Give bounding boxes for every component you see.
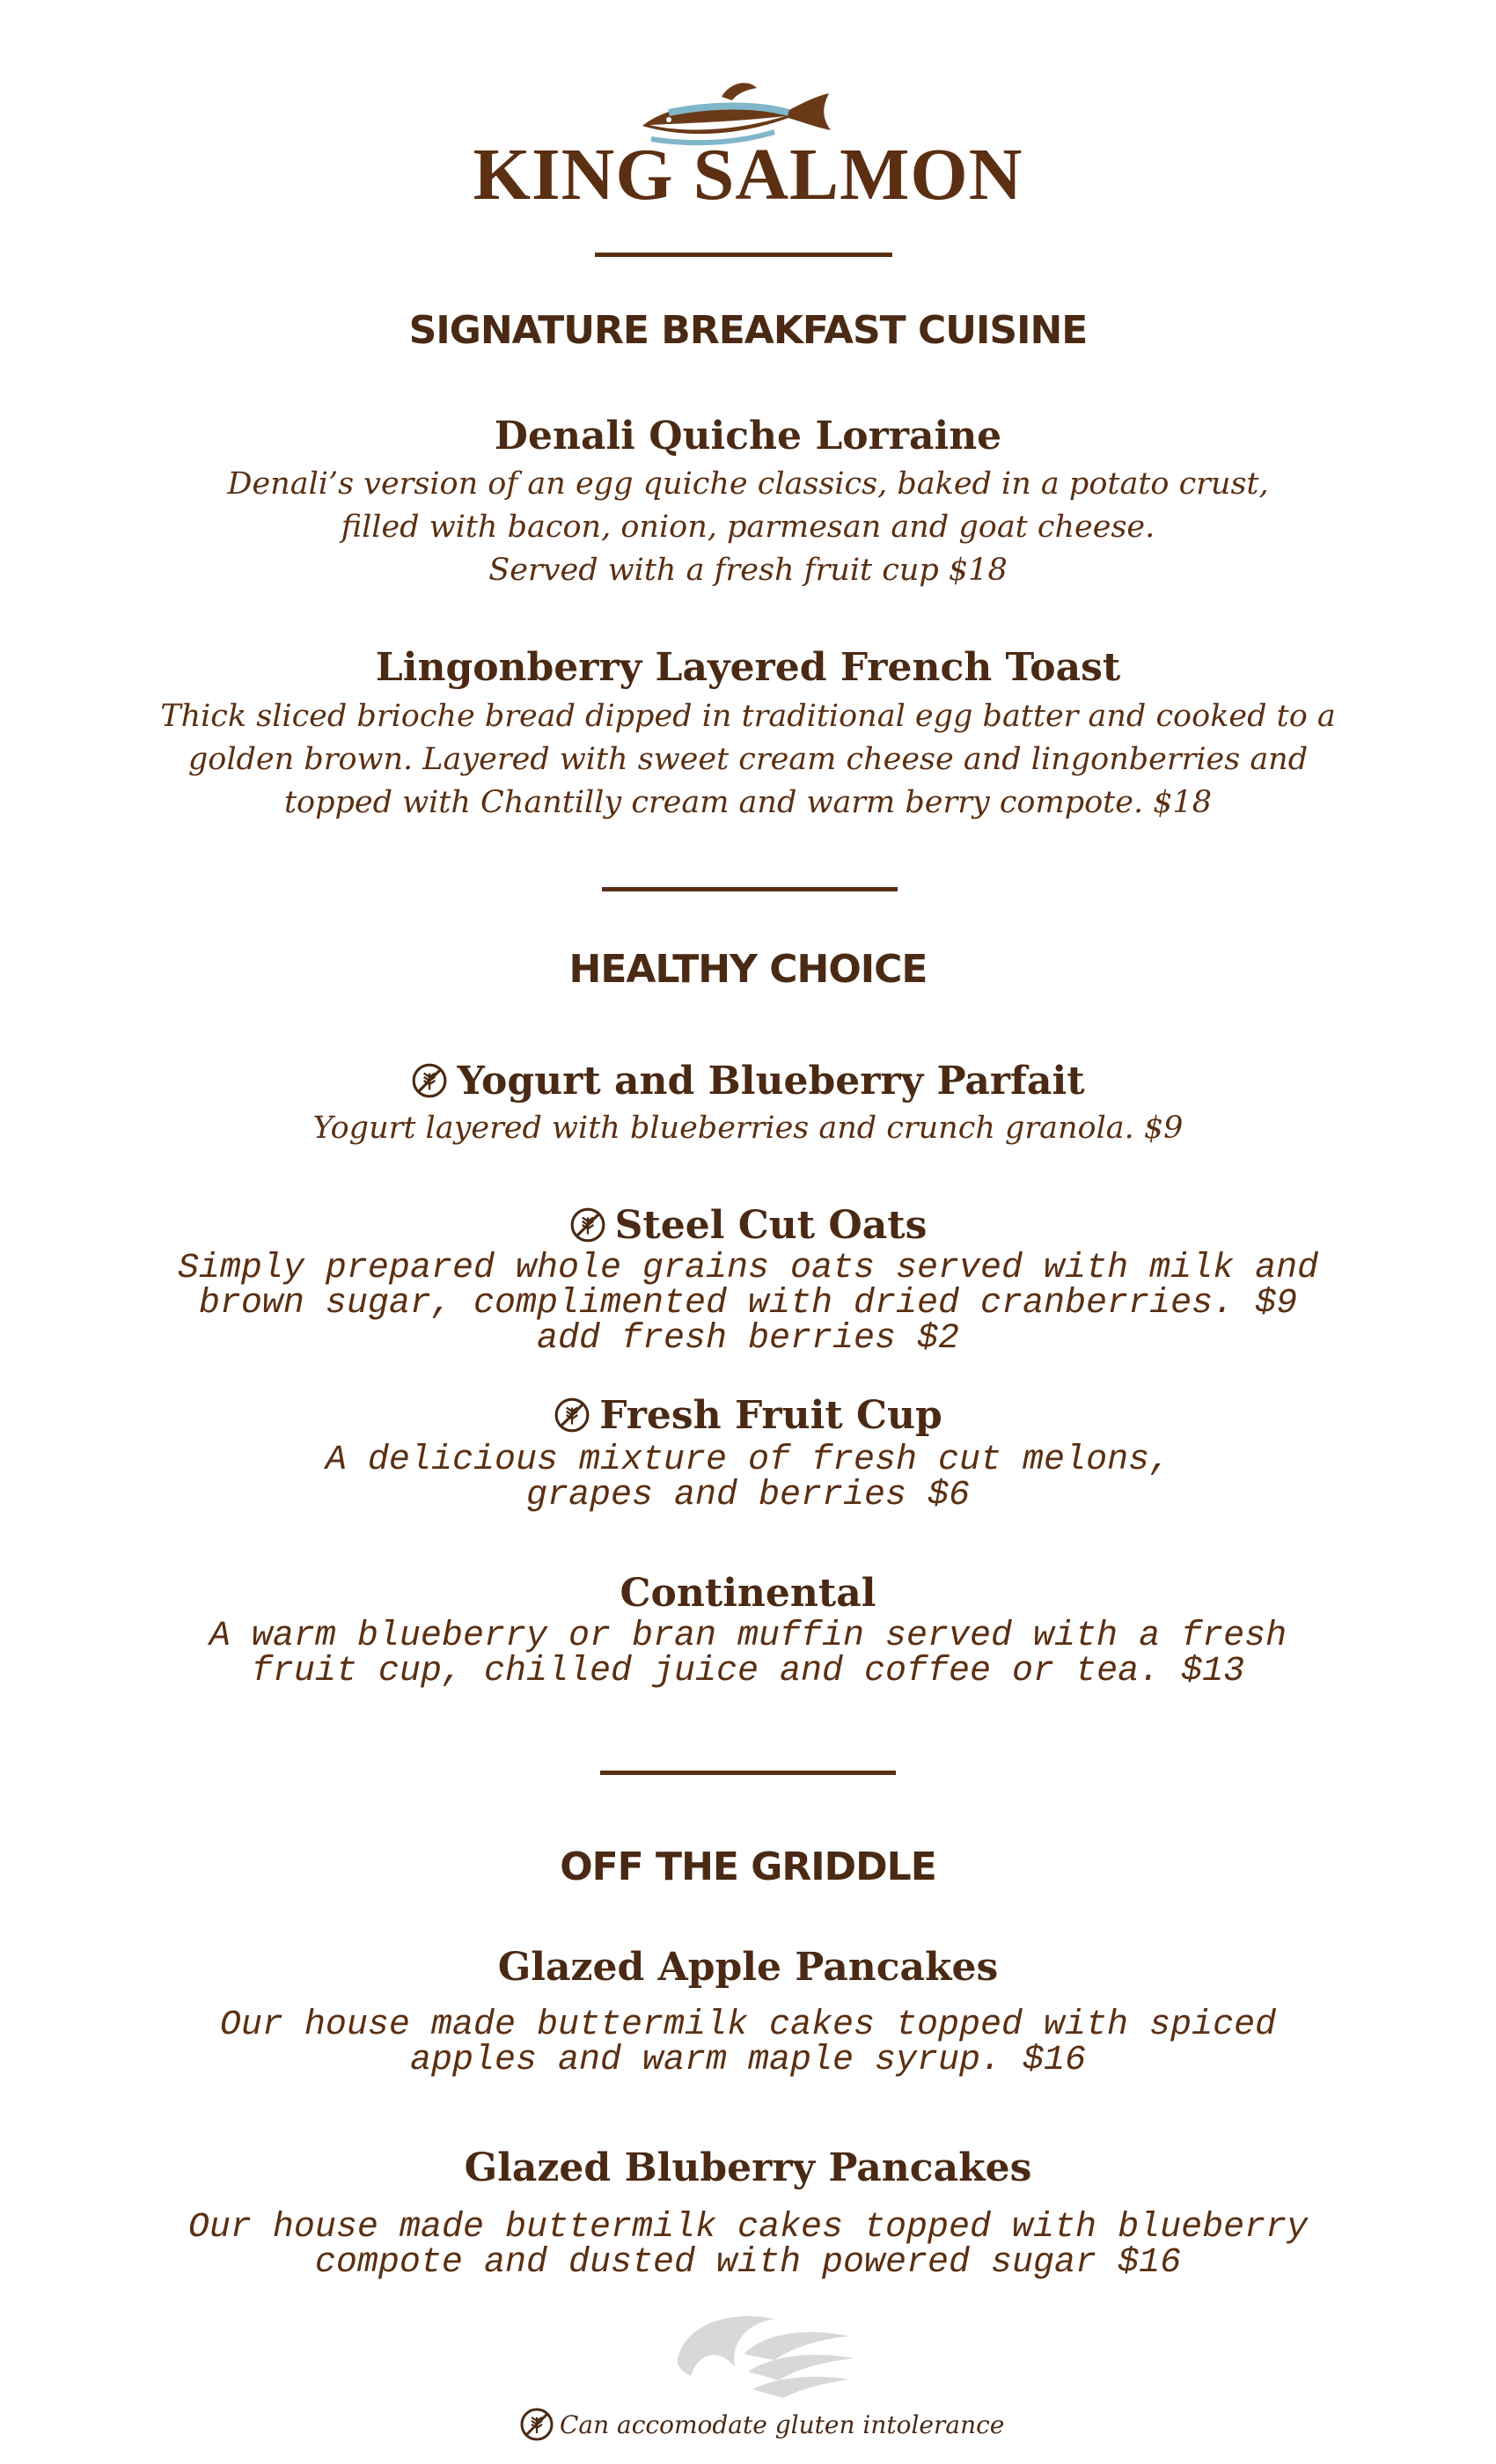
gluten-free-icon <box>411 1062 448 1099</box>
item-desc-french-toast: Thick sliced brioche bread dipped in traditional egg batter and cooked to a golden brown. Layered with sweet cream cheese and lingonberries and topped with Chantilly cream and warm berry compote. $18 <box>160 699 1336 820</box>
item-desc-blueberry-pancakes: Our house made buttermilk cakes topped with blueberry compote and dusted with powered sugar $16 <box>187 2208 1309 2283</box>
item-title-quiche: Denali Quiche Lorraine <box>494 414 1002 458</box>
gluten-free-icon <box>569 1206 606 1243</box>
item-name: Fresh Fruit Cup <box>599 1393 942 1438</box>
section-title-griddle: OFF THE GRIDDLE <box>560 1844 936 1889</box>
item-title-apple-pancakes: Glazed Apple Pancakes <box>497 1945 999 1990</box>
item-name: Yogurt and Blueberry Parfait <box>457 1059 1085 1104</box>
brand-name: KING SALMON <box>473 134 1023 216</box>
wave-logo-icon <box>669 2306 862 2402</box>
gluten-free-icon <box>554 1397 590 1434</box>
gluten-free-icon <box>519 2407 554 2442</box>
item-desc-fruit-cup: A delicious mixture of fresh cut melons, grapes and berries $6 <box>325 1441 1171 1515</box>
item-desc-quiche: Denali’s version of an egg quiche classics, baked in a potato crust, filled with bacon, onion, parmesan and goat cheese. Served with a fresh fruit cup $18 <box>227 466 1269 588</box>
gluten-note-text: Can accomodate gluten intolerance <box>560 2410 1005 2439</box>
item-title-continental: Continental <box>620 1571 876 1616</box>
item-name: Steel Cut Oats <box>614 1203 928 1248</box>
item-title-blueberry-pancakes: Glazed Bluberry Pancakes <box>464 2145 1032 2190</box>
item-desc-apple-pancakes: Our house made buttermilk cakes topped with spiced apples and warm maple syrup. $16 <box>219 2006 1277 2080</box>
item-title-french-toast: Lingonberry Layered French Toast <box>375 645 1121 690</box>
item-desc-oats: Simply prepared whole grains oats served with milk and brown sugar, complimented with dried cranberries. $9 add fresh berries $2 <box>177 1249 1319 1359</box>
divider <box>602 887 898 891</box>
item-title-parfait <box>0 1059 1496 1104</box>
item-desc-continental: A warm blueberry or bran muffin served with a fresh fruit cup, chilled juice and coffee or tea. $13 <box>209 1617 1287 1691</box>
item-title-oats <box>0 1203 1496 1248</box>
item-desc-parfait: Yogurt layered with blueberries and crunch granola. $9 <box>312 1111 1184 1146</box>
divider <box>595 253 892 257</box>
gluten-note <box>519 2407 1004 2442</box>
section-title-signature: SIGNATURE BREAKFAST CUISINE <box>408 308 1088 353</box>
item-title-fruit-cup <box>0 1393 1496 1438</box>
section-title-healthy: HEALTHY CHOICE <box>568 947 928 992</box>
divider <box>600 1771 896 1775</box>
